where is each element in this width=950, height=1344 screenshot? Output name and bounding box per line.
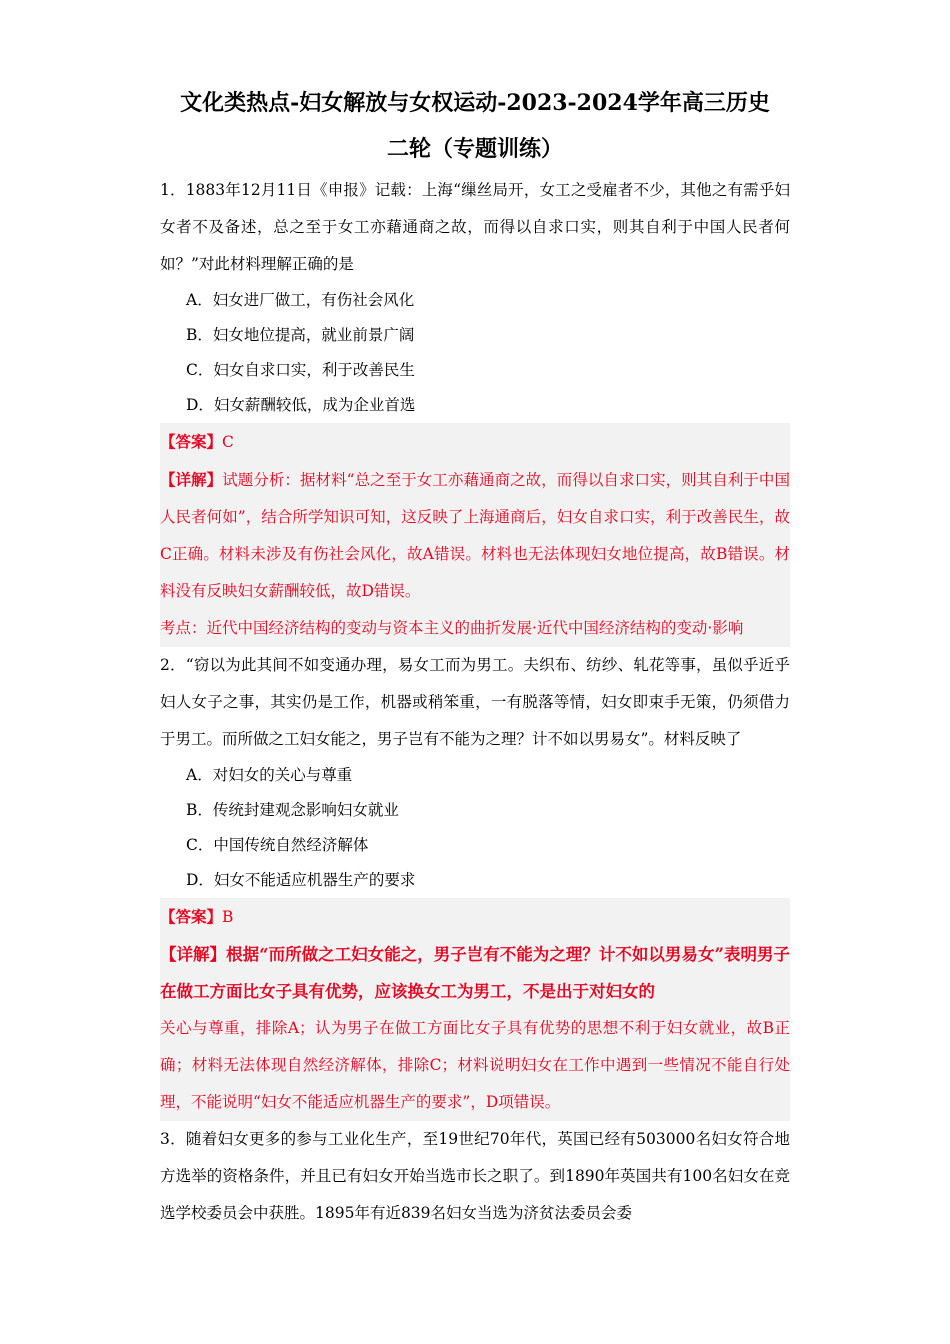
question-1-option-b: B．妇女地位提高，就业前景广阔 (186, 326, 415, 344)
question-3 (160, 1121, 790, 1232)
question-1-detail (160, 461, 790, 610)
question-2-detail-label: 【详解】 (160, 945, 227, 964)
question-2-answer-value: B (222, 908, 234, 926)
question-1 (160, 172, 790, 647)
question-1-option-d: D．妇女薪酬较低，成为企业首选 (186, 396, 416, 414)
question-2-option-a: A．对妇女的关心与尊重 (186, 766, 353, 784)
question-1-detail-text: 试题分析：据材料“总之至于女工亦藉通商之故，而得以自求口实，则其自利于中国人民者何如”，结合所学知识可知，这反映了上海通商后，妇女自求口实，利于改善民生，故C正确。材料未涉及有伤社会风化，故A错误。材料也无法体现妇女地位提高，故B错误。材料没有反映妇女薪酬较低，故D错误。 (160, 471, 790, 600)
question-1-answer-label: 【答案】 (160, 432, 223, 451)
question-2-detail-rest: 关心与尊重，排除A；认为男子在做工方面比女子具有优势的思想不利于妇女就业，故B正确；材料无法体现自然经济解体，排除C；材料说明妇女在工作中遇到一些情况不能自行处理，不能说明“妇女不能适应机器生产的要求”，D项错误。 (160, 1019, 790, 1111)
question-2-option-b: B．传统封建观念影响妇女就业 (186, 801, 399, 819)
question-1-answer (160, 423, 790, 461)
question-2-detail-big: 根据“而所做之工妇女能之，男子岂有不能为之理？计不如以男易女”表明男子在做工方面比女子具有优势，应该换女工为男工，不是出于对妇女的 (160, 945, 791, 1001)
question-2-answer-label: 【答案】 (160, 907, 223, 926)
question-1-detail-label: 【详解】 (160, 470, 223, 489)
question-2-answer (160, 898, 790, 936)
question-3-stem: 3．随着妇女更多的参与工业化生产，至19世纪70年代，英国已经有503000名妇女符合地方选举的资格条件，并且已有妇女开始当选市长之职了。到1890年英国共有100名妇女在竞选学校委员会中获胜。1895年有近839名妇女当选为济贫法委员会委 (160, 1130, 790, 1222)
question-2-option-c: C．中国传统自然经济解体 (186, 836, 369, 854)
question-1-kaodian: 考点：近代中国经济结构的变动与资本主义的曲折发展·近代中国经济结构的变动·影响 (160, 619, 744, 637)
question-1-answer-block (160, 423, 790, 647)
question-2-stem: 2．“窃以为此其间不如变通办理，易女工而为男工。夫织布、纺纱、轧花等事，虽似乎近乎妇人女子之事，其实仍是工作，机器或稍笨重，一有脱落等情，妇女即束手无策，仍须借力于男工。而所做之工妇女能之，男子岂有不能为之理？计不如以男易女”。材料反映了 (160, 656, 790, 748)
question-1-stem: 1．1883年12月11日《申报》记载：上海“缫丝局开，女工之受雇者不少，其他之有需乎妇女者不及备述，总之至于女工亦藉通商之故，而得以自求口实，则其自利于中国人民者何如？”对此材料理解正确的是 (160, 181, 790, 273)
question-2-answer-block (160, 898, 790, 1121)
question-1-answer-value: C (222, 433, 234, 451)
page-title-line-2: 二轮（专题训练） (386, 136, 563, 162)
question-1-option-a: A．妇女进厂做工，有伤社会风化 (186, 291, 415, 309)
question-2-detail-lead (160, 936, 790, 1010)
question-2 (160, 647, 790, 1121)
question-1-option-c: C．妇女自求口实，利于改善民生 (186, 361, 415, 379)
page-title-line-1: 文化类热点-妇女解放与女权运动-2023-2024学年高三历史 (180, 90, 770, 116)
question-2-option-d: D．妇女不能适应机器生产的要求 (186, 871, 416, 889)
